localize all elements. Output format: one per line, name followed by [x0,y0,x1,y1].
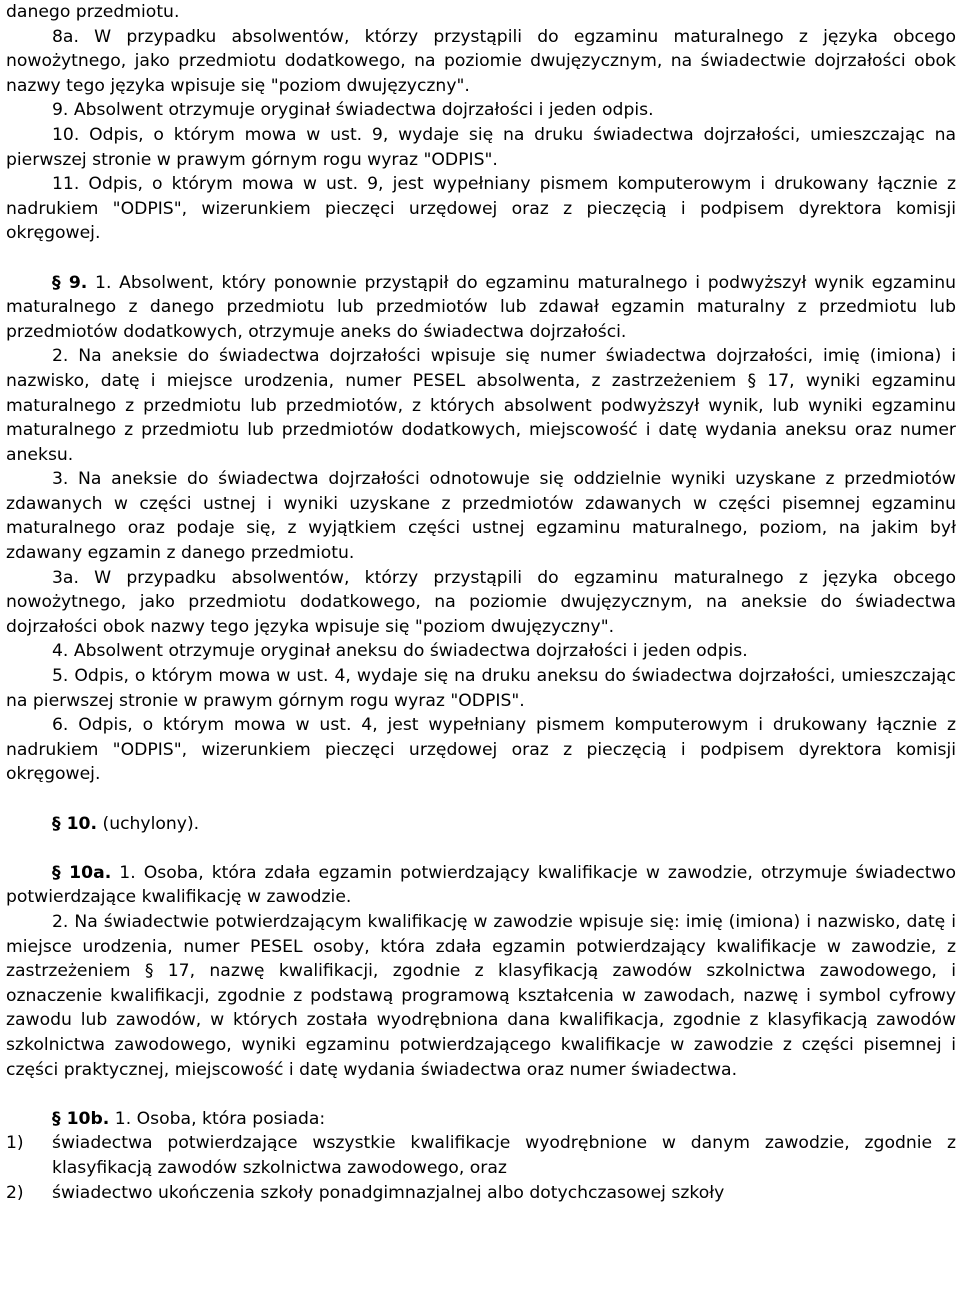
section-10a-text-1: 1. Osoba, która zdała egzamin potwierdzający kwalifikacje w zawodzie, otrzymuje świadectwo potwierdzające kwalifikację w zawodzie. [6,862,956,908]
paragraph-9: 9. Absolwent otrzymuje oryginał świadectwa dojrzałości i jeden odpis. [52,100,654,121]
section-10-heading: § 10. [52,813,98,834]
section-9-paragraph-2: 2. Na aneksie do świadectwa dojrzałości wpisuje się numer świadectwa dojrzałości, imię (imiona) i nazwisko, datę i miejsce urodzenia, numer PESEL absolwenta, z zastrzeżeniem § 17, wyniki egzaminu maturalnego z przedmiotu lub przedmiotów, z których absolwent podwyższył wynik, lub wyniki egzaminu maturalnego z przedmiotu lub przedmiotów dodatkowych, miejscowość i datę wydania aneksu oraz numer aneksu. [6,346,956,465]
paragraph-carryover: danego przedmiotu. [6,2,180,22]
section-9-text-1: 1. Absolwent, który ponownie przystąpił do egzaminu maturalnego i podwyższył wynik egzaminu maturalnego z danego przedmiotu lub przedmiotów lub zdawał egzamin maturalny z przedmiotu lub przedmiotów dodatkowych, otrzymuje aneks do świadectwa dojrzałości. [6,272,956,342]
section-9-heading: § 9. [52,272,88,293]
section-10a-paragraph-1 [6,861,956,910]
list-item-number: 1) [6,1133,24,1154]
section-9-paragraph-4: 4. Absolwent otrzymuje oryginał aneksu do świadectwa dojrzałości i jeden odpis. [52,641,748,662]
paragraph-11: 11. Odpis, o którym mowa w ust. 9, jest wypełniany pismem komputerowym i drukowany łącznie z nadrukiem "ODPIS", wizerunkiem pieczęci urzędowej oraz z pieczęcią i podpisem dyrektora komisji okręgowej. [6,174,956,244]
list-item [6,1181,956,1206]
section-10a-paragraph-2: 2. Na świadectwie potwierdzającym kwalifikację w zawodzie wpisuje się: imię (imiona) i nazwisko, datę i miejsce urodzenia, numer PESEL osoby, która zdała egzamin potwierdzający kwalifikacje w zawodzie, z zastrzeżeniem § 17, nazwę kwalifikacji, zgodnie z klasyfikacją zawodów szkolnictwa zawodowego, i oznaczenie kwalifikacji, zgodnie z podstawą programową kształcenia w zawodach, nazwę i symbol cyfrowy zawodu lub zawodów, w których została wyodrębniona dana kwalifikacja, zgodnie z klasyfikacją zawodów szkolnictwa zawodowego, wyniki egzaminu potwierdzającego kwalifikacje w zawodzie z części pisemnej i części praktycznej, miejscowość i datę wydania świadectwa oraz numer świadectwa. [6,911,956,1080]
paragraph-10: 10. Odpis, o którym mowa w ust. 9, wydaje się na druku świadectwa dojrzałości, umieszczając na pierwszej stronie w prawym górnym rogu wyraz "ODPIS". [6,124,956,170]
section-9-paragraph-5: 5. Odpis, o którym mowa w ust. 4, wydaje się na druku aneksu do świadectwa dojrzałości, umieszczając na pierwszej stronie w prawym górnym rogu wyraz "ODPIS". [6,666,956,711]
section-10b-heading: § 10b. [52,1108,110,1129]
section-10b-paragraph-1 [6,1107,956,1132]
list-item-text: świadectwo ukończenia szkoły ponadgimnazjalnej albo dotychczasowej szkoły [52,1182,725,1203]
section-10-text: (uchylony). [97,813,200,834]
list-item-number: 2) [6,1182,24,1203]
section-9-paragraph-1 [6,271,956,345]
list-item-text: świadectwa potwierdzające wszystkie kwalifikacje wyodrębnione w danym zawodzie, zgodnie z klasyfikacją zawodów szkolnictwa zawodowego, oraz [52,1133,956,1178]
section-10 [6,812,956,837]
paragraph-8a: 8a. W przypadku absolwentów, którzy przystąpili do egzaminu maturalnego z języka obcego nowożytnego, jako przedmiotu dodatkowego, na poziomie dwujęzycznym, na świadectwie dojrzałości obok nazwy tego języka wpisuje się "poziom dwujęzyczny". [6,26,956,96]
section-10a-heading: § 10a. [52,862,112,883]
section-9-paragraph-6: 6. Odpis, o którym mowa w ust. 4, jest wypełniany pismem komputerowym i drukowany łącznie z nadrukiem "ODPIS", wizerunkiem pieczęci urzędowej oraz z pieczęcią i podpisem dyrektora komisji okręgowej. [6,715,956,785]
section-9-paragraph-3a: 3a. W przypadku absolwentów, którzy przystąpili do egzaminu maturalnego z języka obcego nowożytnego, jako przedmiotu dodatkowego, na poziomie dwujęzycznym, na aneksie do świadectwa dojrzałości obok nazwy tego języka wpisuje się "poziom dwujęzyczny". [6,567,956,637]
list-item [6,1131,956,1180]
section-10b-text-1: 1. Osoba, która posiada: [109,1108,326,1129]
section-9-paragraph-3: 3. Na aneksie do świadectwa dojrzałości odnotowuje się oddzielnie wyniki uzyskane z przedmiotów zdawanych w części ustnej i wyniki uzyskane z przedmiotów zdawanych w części pisemnej egzaminu maturalnego oraz podaje się, z wyjątkiem części ustnej egzaminu maturalnego, poziom, na jakim był zdawany egzamin z danego przedmiotu. [6,469,956,564]
